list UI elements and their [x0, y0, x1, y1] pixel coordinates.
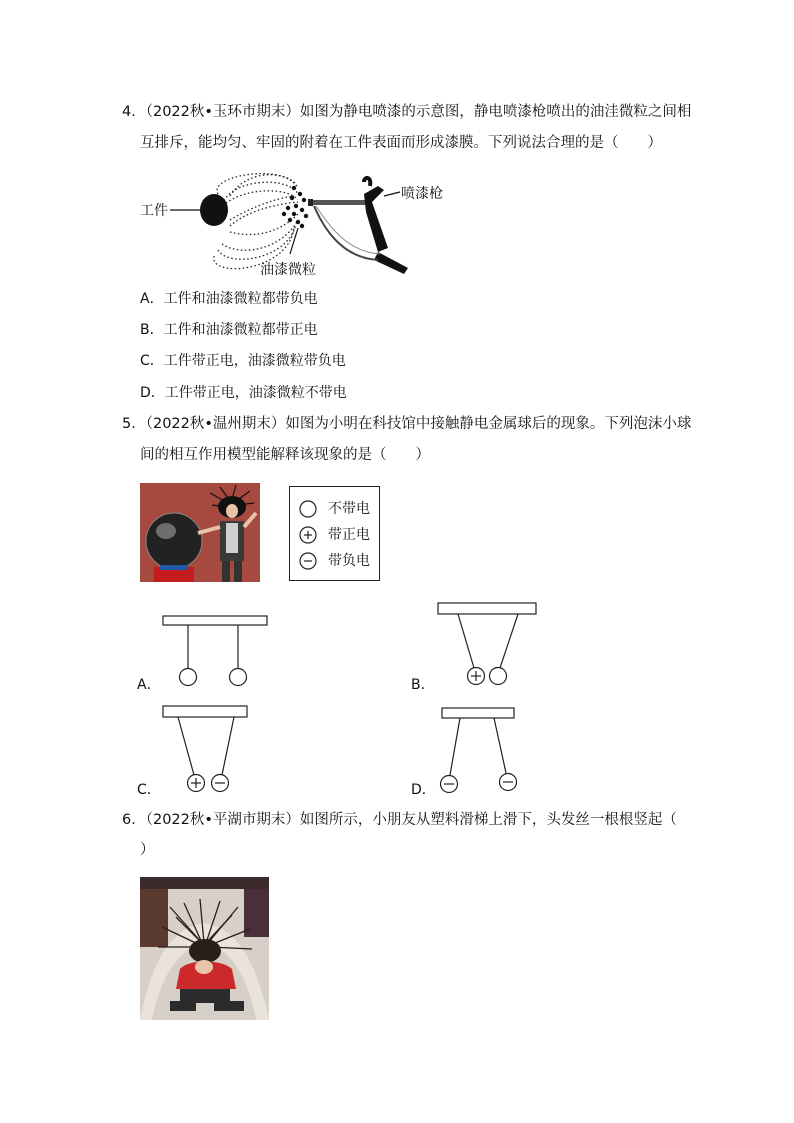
- q4-option-a[interactable]: A．工件和油漆微粒都带负电: [140, 291, 318, 307]
- q6-text-line2: ）: [140, 842, 155, 858]
- static-ball-photo: [140, 483, 260, 582]
- q5-option-b-diagram[interactable]: [436, 600, 540, 692]
- q5-text-line2: 间的相互作用模型能解释该现象的是（ ）: [140, 447, 430, 463]
- spray-painting-diagram: [138, 168, 448, 283]
- q4-option-d[interactable]: D．工件带正电，油漆微粒不带电: [140, 385, 347, 401]
- label-workpiece: 工件: [140, 203, 168, 219]
- negative-ball-icon: [298, 551, 318, 571]
- spray-gun: [308, 178, 408, 274]
- q4-option-c[interactable]: C．工件带正电，油漆微粒带负电: [140, 353, 346, 369]
- q5-text-line1: 5．（2022秋•温州期末）如图为小明在科技馆中接触静电金属球后的现象。下列泡沫小球: [122, 416, 692, 432]
- q6-text-line1: 6．（2022秋•平湖市期末）如图所示，小朋友从塑料滑梯上滑下，头发丝一根根竖起（: [122, 812, 677, 828]
- q4-text-line2: 互排斥，能均匀、牢固的附着在工件表面而形成漆膜。下列说法合理的是（ ）: [140, 135, 662, 151]
- q5-option-a-diagram[interactable]: [160, 614, 272, 690]
- label-particles: 油漆微粒: [260, 262, 316, 278]
- q5-option-c-diagram[interactable]: [160, 703, 250, 795]
- q5-option-d-diagram[interactable]: [436, 705, 526, 797]
- uncharged-ball-icon: [298, 499, 318, 519]
- workpiece-ball: [200, 194, 228, 226]
- q4-option-b[interactable]: B．工件和油漆微粒都带正电: [140, 322, 318, 338]
- legend-uncharged: 不带电: [328, 501, 370, 517]
- positive-ball-icon: [298, 525, 318, 545]
- paint-particles: [282, 186, 308, 228]
- slide-child-photo: [140, 877, 269, 1020]
- charge-legend: [289, 486, 380, 581]
- q5-option-c-label[interactable]: C．: [137, 782, 161, 798]
- legend-positive: 带正电: [328, 527, 370, 543]
- field-lines: [214, 174, 298, 269]
- q5-option-d-label[interactable]: D．: [411, 782, 436, 798]
- q5-option-a-label[interactable]: A．: [137, 677, 161, 693]
- particles-pointer: [290, 228, 298, 254]
- q5-option-b-label[interactable]: B．: [411, 677, 435, 693]
- label-spray-gun: 喷漆枪: [401, 186, 443, 202]
- q4-text-line1: 4．（2022秋•玉环市期末）如图为静电喷漆的示意图，静电喷漆枪喷出的油洼微粒之间相: [122, 104, 692, 120]
- legend-negative: 带负电: [328, 553, 370, 569]
